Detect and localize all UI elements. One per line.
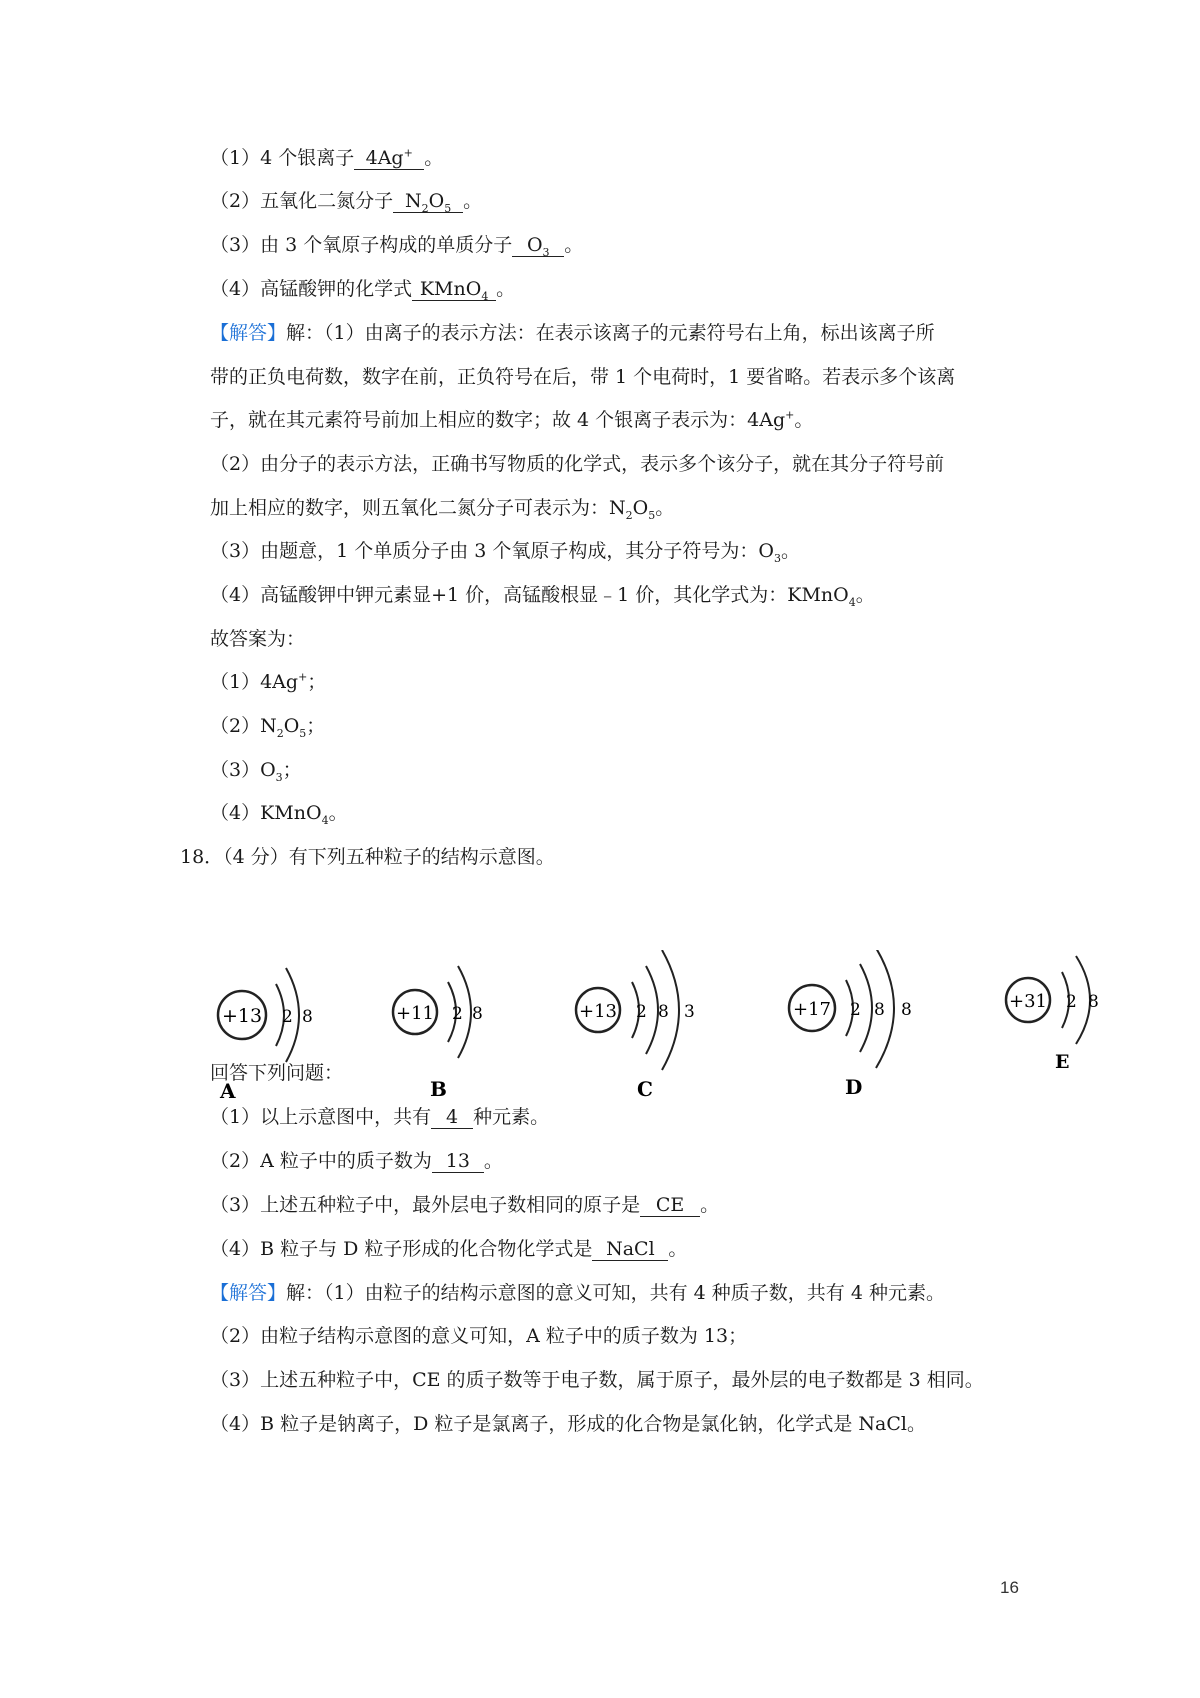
q18-solution-line-1: 【解答】解：（1）由粒子的结构示意图的意义可知，共有 4 种质子数，共有 4 种元素。 bbox=[210, 1282, 945, 1304]
q17-solution-line-7: （4）高锰酸钾中钾元素显+1 价，高锰酸根显﹣1 价，其化学式为：KMnO$_4$。 bbox=[210, 584, 875, 609]
diagram-a-shell-1: 2 bbox=[282, 1007, 293, 1027]
q17-final-answer-3: $(3)O_3$； bbox=[210, 759, 302, 784]
q17-solution-line-5: 加上相应的数字，则五氧化二氮分子可表示为：$N_2O_5$。 bbox=[210, 497, 675, 522]
diagram-b bbox=[393, 966, 483, 1101]
diagram-b-label: B bbox=[430, 1077, 447, 1101]
diagram-d-nucleus: +17 bbox=[793, 999, 831, 1020]
q18-item-2: （2）A 粒子中的质子数为 13 。 bbox=[210, 1150, 503, 1172]
q18-item-1: （1）以上示意图中，共有 4 种元素。 bbox=[210, 1106, 550, 1128]
diagram-e bbox=[1006, 956, 1099, 1073]
diagram-c bbox=[576, 950, 695, 1101]
q18-solution-line-3: （3）上述五种粒子中，CE 的质子数等于电子数，属于原子，最外层的电子数都是 3 相同。 bbox=[210, 1369, 984, 1391]
diagram-e-label: E bbox=[1055, 1051, 1070, 1073]
diagram-c-nucleus: +13 bbox=[579, 1001, 617, 1022]
diagram-b-shell-1: 2 bbox=[452, 1004, 463, 1024]
diagram-d-label: D bbox=[845, 1075, 863, 1099]
q17-solution-line-2: 带的正负电荷数，数字在前，正负符号在后，带 1 个电荷时，1 要省略。若表示多个该离 bbox=[210, 366, 956, 388]
q18-answer-4: NaCl bbox=[592, 1238, 668, 1261]
q18-prompt: 回答下列问题： bbox=[210, 1062, 344, 1084]
q17-answer-4: KMnO$_4$ bbox=[412, 278, 496, 301]
q18-answer-3: CE bbox=[640, 1194, 700, 1217]
q18-item-3: （3）上述五种粒子中，最外层电子数相同的原子是 CE 。 bbox=[210, 1194, 720, 1216]
q17-final-answer-2: $(2)N_2O_5$； bbox=[210, 715, 326, 740]
q17-answer-2: $N_2O_5$ bbox=[393, 190, 463, 213]
diagram-d bbox=[789, 950, 912, 1099]
q18-answer-1: 4 bbox=[431, 1106, 473, 1129]
diagram-e-shell-1: 2 bbox=[1066, 992, 1077, 1012]
diagram-c-shell-2: 8 bbox=[658, 1002, 669, 1022]
q17-item-2: （2）五氧化二氮分子 $N_2O_5$ 。 bbox=[210, 190, 483, 215]
q18-answer-2: 13 bbox=[432, 1150, 484, 1173]
q17-solution-line-6: （3）由题意，1 个单质分子由 3 个氧原子构成，其分子符号为：$O_3$。 bbox=[210, 540, 800, 565]
diagram-a-nucleus: +13 bbox=[221, 1005, 263, 1027]
diagram-a-label: A bbox=[220, 1079, 236, 1103]
q18-solution-line-4: （4）B 粒子是钠离子，D 粒子是氯离子，形成的化合物是氯化钠，化学式是 NaCl。 bbox=[210, 1413, 926, 1435]
q17-final-answer-4: （4）KMnO$_4$。 bbox=[210, 802, 348, 827]
diagram-d-shell-3: 8 bbox=[901, 1000, 912, 1020]
q18-solution-line-2: （2）由粒子结构示意图的意义可知，A 粒子中的质子数为 13； bbox=[210, 1325, 748, 1347]
q17-solution-line-4: （2）由分子的表示方法，正确书写物质的化学式，表示多个该分子，就在其分子符号前 bbox=[210, 453, 945, 475]
q17-item-4: （4）高锰酸钾的化学式 KMnO$_4$ 。 bbox=[210, 278, 516, 303]
q17-answer-3: $O_3$ bbox=[512, 234, 564, 257]
q17-summary: 故答案为： bbox=[210, 628, 306, 650]
diagram-e-shell-2: 8 bbox=[1088, 992, 1099, 1012]
diagram-c-shell-3: 3 bbox=[684, 1002, 695, 1022]
page-number: 16 bbox=[1000, 1578, 1019, 1597]
q18-title: 18．（4 分）有下列五种粒子的结构示意图。 bbox=[180, 846, 555, 868]
diagram-c-label: C bbox=[637, 1077, 653, 1101]
diagram-a-shell-2: 8 bbox=[302, 1007, 313, 1027]
q17-final-answer-1: （1）4Ag+； bbox=[210, 670, 327, 693]
q17-solution-line-3: 子，就在其元素符号前加上相应的数字；故 4 个银离子表示为：4Ag+。 bbox=[210, 408, 814, 431]
diagram-e-nucleus: +31 bbox=[1009, 991, 1047, 1012]
diagram-c-shell-1: 2 bbox=[636, 1002, 647, 1022]
solution-tag: 【解答】 bbox=[210, 1282, 287, 1304]
diagram-d-shell-1: 2 bbox=[850, 1000, 861, 1020]
diagram-b-shell-2: 8 bbox=[472, 1004, 483, 1024]
q18-item-4: （4）B 粒子与 D 粒子形成的化合物化学式是 NaCl 。 bbox=[210, 1238, 688, 1260]
diagram-b-nucleus: +11 bbox=[396, 1003, 434, 1024]
solution-tag: 【解答】 bbox=[210, 322, 287, 344]
atomic-structure-diagrams bbox=[200, 950, 1200, 1120]
q17-item-3: （3）由 3 个氧原子构成的单质分子 $O_3$ 。 bbox=[210, 234, 584, 259]
q17-solution-line-1: 【解答】解：（1）由离子的表示方法：在表示该离子的元素符号右上角，标出该离子所 bbox=[210, 322, 935, 344]
diagram-d-shell-2: 8 bbox=[874, 1000, 885, 1020]
q17-answer-1: 4Ag+ bbox=[354, 147, 424, 170]
q17-item-1: （1）4 个银离子 4Ag+ 。 bbox=[210, 146, 444, 169]
